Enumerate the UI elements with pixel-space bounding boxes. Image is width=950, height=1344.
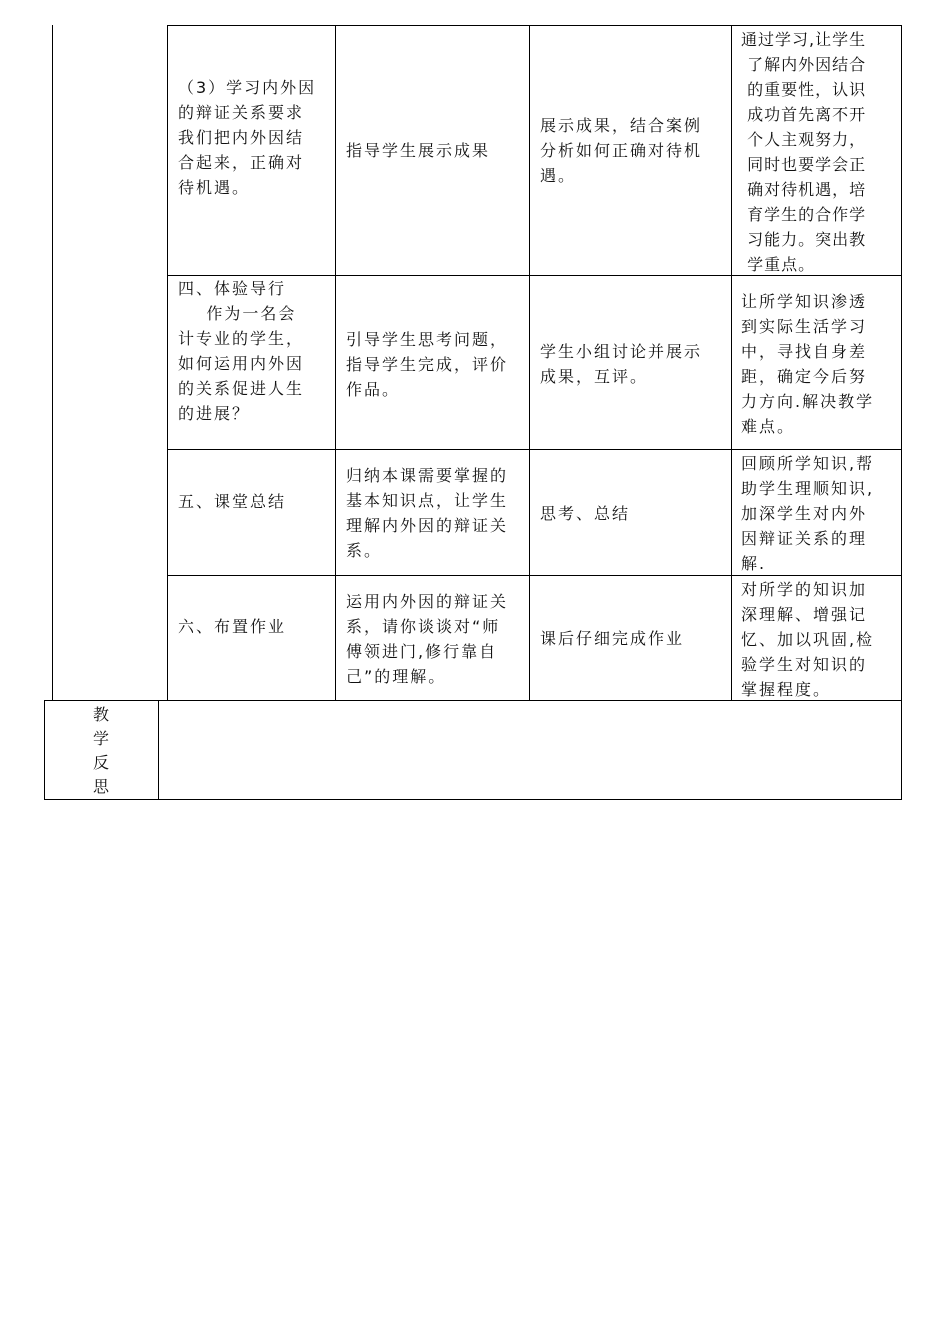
row-content-cell: 五、课堂总结	[178, 492, 287, 511]
row-teacher-cell: 指导学生展示成果	[346, 141, 491, 160]
row-intent-cell: 让所学知识渗透 到实际生活学习 中，寻找自身差 距，确定今后努 力方向.解决教学 难点。	[741, 292, 875, 436]
row-teacher-cell: 归纳本课需要掌握的 基本知识点，让学生 理解内外因的辩证关 系。	[346, 466, 509, 560]
row-content-cell: 六、布置作业	[178, 617, 287, 636]
table-border	[167, 25, 902, 26]
row-intent-cell: 对所学的知识加 深理解、增强记 忆、加以巩固,检 验学生对知识的 掌握程度。	[741, 580, 875, 699]
row-teacher-cell: 运用内外因的辩证关 系，请你谈谈对“师 傅领进门,修行靠自 己”的理解。	[346, 592, 509, 686]
table-border	[158, 700, 159, 800]
table-border	[731, 25, 732, 701]
row-content-cell: （3）学习内外因 的辩证关系要求 我们把内外因结 合起来，正确对 待机遇。	[178, 78, 317, 197]
table-border	[52, 25, 53, 701]
row-student-cell: 思考、总结	[540, 504, 631, 523]
row-intent-cell: 通过学习,让学生 了解内外因结合 的重要性，认识 成功首先离不开 个人主观努力， 同时也要学会正 确对待机遇，培 育学生的合作学 习能力。突出教 学重点。	[741, 30, 867, 274]
reflection-body[interactable]	[166, 706, 896, 796]
row-student-cell: 课后仔细完成作业	[540, 629, 685, 648]
table-border	[44, 799, 902, 800]
table-border	[901, 25, 902, 800]
table-border	[335, 25, 336, 701]
row-student-cell: 展示成果，结合案例 分析如何正确对待机 遇。	[540, 116, 703, 185]
table-border	[167, 449, 902, 450]
row-content-cell: 四、体验导行 作为一名会 计专业的学生， 如何运用内外因 的关系促进人生 的进展？	[178, 279, 305, 423]
row-intent-cell: 回顾所学知识,帮 助学生理顺知识, 加深学生对内外 因辩证关系的理 解.	[741, 454, 875, 573]
table-border	[167, 25, 168, 701]
row-teacher-cell: 引导学生思考问题， 指导学生完成，评价 作品。	[346, 330, 509, 399]
table-border	[529, 25, 530, 701]
row-student-cell: 学生小组讨论并展示 成果，互评。	[540, 342, 703, 386]
reflection-label: 教 学 反 思	[92, 705, 109, 796]
